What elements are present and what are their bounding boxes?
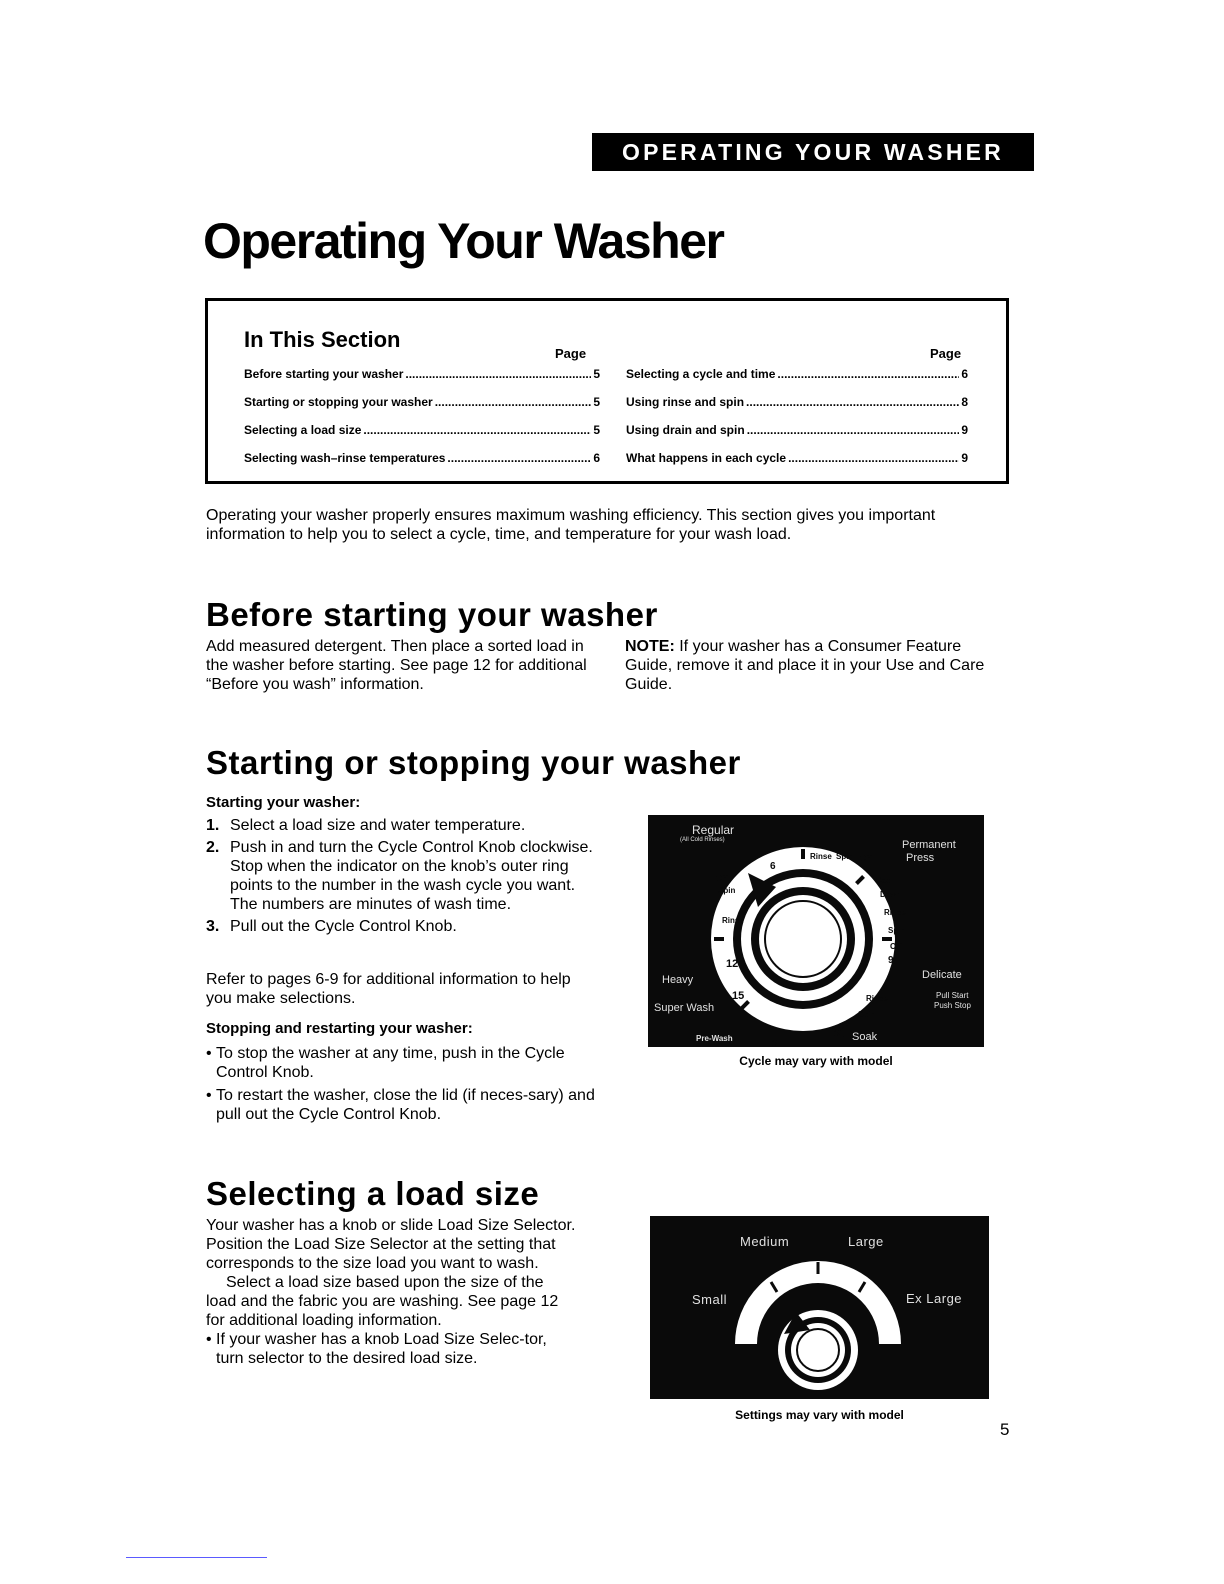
toc-entry[interactable]: Selecting wash–rinse temperatures ..... 6 xyxy=(244,451,600,465)
dial-ring-label: 15 xyxy=(732,990,745,1002)
toc-leader-dots xyxy=(405,367,591,381)
note-text: If your washer has a Consumer Feature Guide, remove it and place it in your Use and Care Guide. xyxy=(625,638,985,693)
panel-label-regular: Regular xyxy=(692,823,735,837)
note-label: NOTE: xyxy=(625,638,675,655)
dial-ring-label: 3 xyxy=(772,1039,778,1047)
toc-leader-dots xyxy=(777,367,959,381)
panel-label-push-stop: Push Stop xyxy=(934,1001,971,1010)
dial-ring-label: Rinse xyxy=(810,852,832,861)
load-size-panel-image xyxy=(650,1216,989,1399)
toc-entry[interactable]: Selecting a load size ..... 5 xyxy=(244,423,600,437)
footer-link-underline xyxy=(126,1557,267,1558)
intro-paragraph: Operating your washer properly ensures maximum washing efficiency. This section gives you important information to help you to select a cycle, time, and temperature for your wash load. xyxy=(206,507,936,543)
list-item: • To restart the washer, close the lid (if neces-sary) and pull out the Cycle Control Knob. xyxy=(206,1087,595,1123)
toc-entry[interactable]: Selecting a cycle and time ..... 6 xyxy=(626,367,968,381)
starting-steps-list xyxy=(206,816,596,936)
load-size-paragraph-1: Your washer has a knob or slide Load Size Selector. Position the Load Size Selector at the setting that corresponds to the size load you want to wash. xyxy=(206,1217,576,1272)
toc-entry[interactable]: Using drain and spin ..... 9 xyxy=(626,423,968,437)
dial-ring-label: Off xyxy=(716,874,728,883)
dial-ring-label: 12 xyxy=(726,958,739,970)
dial-ring-label: Off xyxy=(890,942,902,951)
subheading-starting: Starting your washer: xyxy=(206,794,361,811)
panel-label-soak: Soak xyxy=(852,1031,878,1043)
cycle-panel-caption: Cycle may vary with model xyxy=(739,1054,893,1068)
toc-entry[interactable]: Before starting your washer ..... 5 xyxy=(244,367,600,381)
dial-ring-label: Rinse xyxy=(866,994,888,1003)
toc-leader-dots xyxy=(788,451,959,465)
dial-ring-label: Spin xyxy=(836,852,854,861)
load-label-small: Small xyxy=(692,1292,728,1307)
panel-label-heavy: Heavy xyxy=(662,974,694,986)
toc-heading: In This Section xyxy=(244,327,401,352)
toc-leader-dots xyxy=(435,395,592,409)
toc-entry[interactable]: Starting or stopping your washer ..... 5 xyxy=(244,395,600,409)
dial-ring-label: Rinse xyxy=(884,908,906,917)
load-label-large: Large xyxy=(848,1234,884,1249)
load-label-medium: Medium xyxy=(740,1234,790,1249)
load-label-ex-large: Ex Large xyxy=(906,1291,963,1306)
panel-label-pull-start: Pull Start xyxy=(936,991,969,1000)
dial-ring-label: Off xyxy=(860,854,872,863)
toc-entry[interactable]: What happens in each cycle ..... 9 xyxy=(626,451,968,465)
load-size-paragraph-2: Select a load size based upon the size of the load and the fabric you are washing. See page 12 for additional loading information. xyxy=(206,1274,559,1329)
section-heading-starting-stopping: Starting or stopping your washer xyxy=(206,744,741,781)
dial-ring-label: Down xyxy=(880,890,902,899)
toc-leader-dots xyxy=(363,423,591,437)
panel-label-permanent: Permanent xyxy=(902,839,956,851)
subheading-stopping: Stopping and restarting your washer: xyxy=(206,1020,473,1037)
toc-entry[interactable]: Using rinse and spin ..... 8 xyxy=(626,395,968,409)
dial-knob-inner xyxy=(759,895,847,983)
toc-page-label-left: Page xyxy=(555,346,587,361)
toc-leader-dots xyxy=(447,451,591,465)
list-item: 2. Push in and turn the Cycle Control Knob clockwise. Stop when the indicator on the knob’s outer ring points to the number in the wash cycle you want. The numbers are minutes of wash time. xyxy=(206,839,593,913)
list-item: • To stop the washer at any time, push in the Cycle Control Knob. xyxy=(206,1045,565,1081)
dial-ring-label: Cool xyxy=(876,876,894,885)
dial-ring-label: 30 xyxy=(834,1029,846,1040)
dial-ring-label: Rinse xyxy=(722,916,744,925)
panel-label-regular-sub: (All Cold Rinses) xyxy=(680,837,725,843)
toc-page-label-right: Page xyxy=(930,346,962,361)
panel-label-delicate: Delicate xyxy=(922,969,962,981)
section-heading-before-starting: Before starting your washer xyxy=(206,596,658,633)
before-starting-note xyxy=(625,637,995,694)
dial-ring-label: Spin xyxy=(858,1010,876,1019)
load-size-text xyxy=(206,1216,576,1368)
list-item: 3. Pull out the Cycle Control Knob. xyxy=(206,918,457,935)
dial-ring-label: 6 xyxy=(770,861,776,872)
section-heading-load-size: Selecting a load size xyxy=(206,1175,540,1212)
list-item: • If your washer has a knob Load Size Selec-tor, turn selector to the desired load size. xyxy=(206,1331,547,1367)
dial-ring-label: Spin xyxy=(888,926,906,935)
toc-leader-dots xyxy=(746,395,959,409)
section-banner: OPERATING YOUR WASHER xyxy=(592,133,1034,171)
stopping-bullets xyxy=(206,1044,596,1124)
list-item: 1. Select a load size and water temperature. xyxy=(206,817,526,834)
refer-paragraph: Refer to pages 6-9 for additional information to help you make selections. xyxy=(206,971,571,1007)
dial-ring-label: 9 xyxy=(888,955,894,966)
page-title: Operating Your Washer xyxy=(203,213,724,269)
panel-label-press: Press xyxy=(906,852,935,864)
dial-ring-label: Spin xyxy=(718,886,736,895)
in-this-section-box xyxy=(205,298,1009,484)
panel-label-super-wash: Super Wash xyxy=(654,1002,715,1014)
cycle-control-panel-image xyxy=(648,815,984,1047)
toc-leader-dots xyxy=(747,423,960,437)
load-dial-graphic xyxy=(650,1216,989,1399)
page-number: 5 xyxy=(1000,1420,1010,1439)
panel-label-pre-wash: Pre-Wash xyxy=(696,1034,733,1043)
before-starting-text: Add measured detergent. Then place a sorted load in the washer before starting. See page 12 for additional “Before you wash” information. xyxy=(206,638,587,693)
dial-ring-label: Off xyxy=(838,1022,850,1031)
load-panel-caption: Settings may vary with model xyxy=(735,1408,904,1422)
